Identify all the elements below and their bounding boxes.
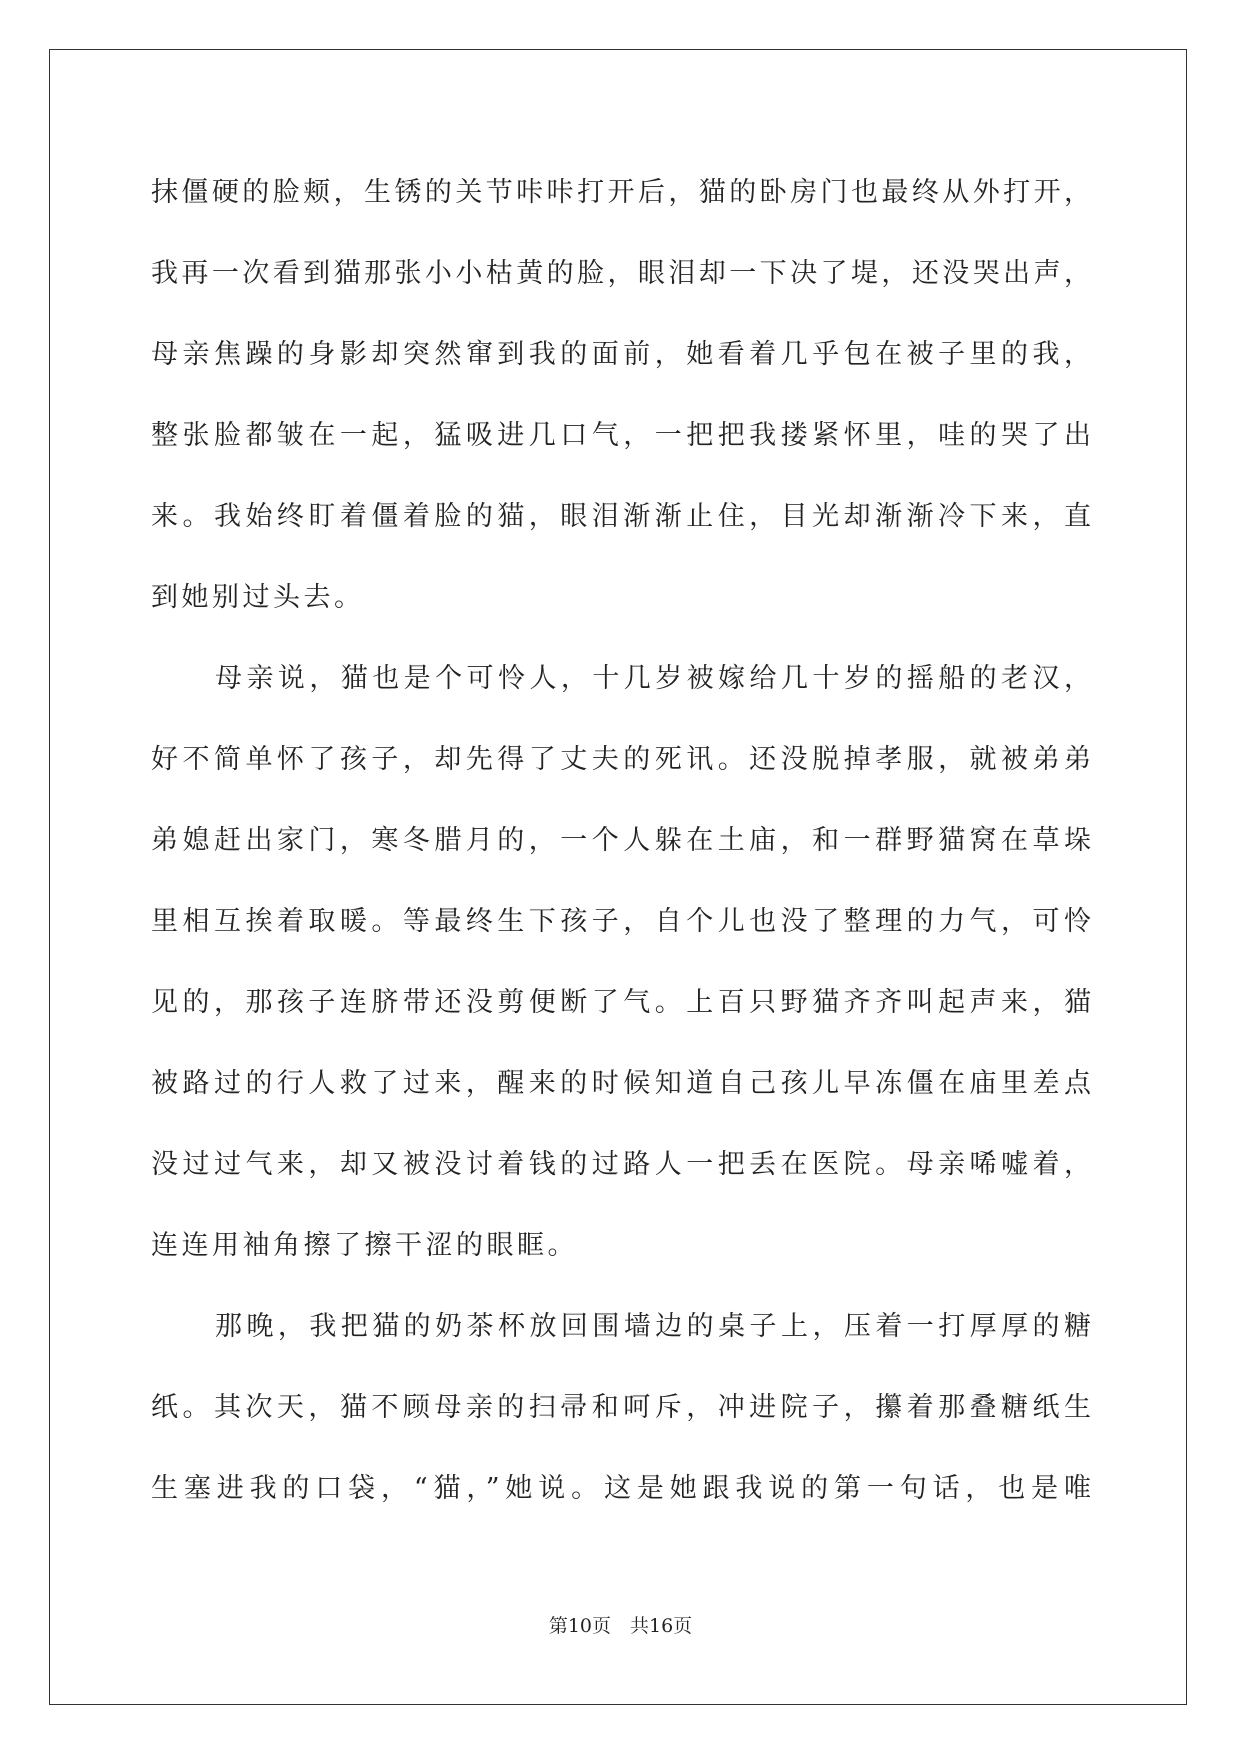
page-number-footer: 第10页 共16页 (548, 1615, 693, 1637)
body-line: 到她别过头去。 (151, 582, 365, 613)
body-line: 弟媳赶出家门，寒冬腊月的，一个人躲在土庙，和一群野猫窝在草垛 (151, 825, 1091, 856)
body-line: 抹僵硬的脸颊，生锈的关节咔咔打开后，猫的卧房门也最终从外打开， (151, 177, 1091, 208)
body-line: 好不简单怀了孩子，却先得了丈夫的死讯。还没脱掉孝服，就被弟弟 (151, 744, 1091, 775)
paragraph-first-line: 母亲说，猫也是个可怜人，十几岁被嫁给几十岁的摇船的老汉， (215, 663, 1091, 694)
body-line: 里相互挨着取暖。等最终生下孩子，自个儿也没了整理的力气，可怜 (151, 906, 1091, 937)
body-line: 生塞进我的口袋，“猫，”她说。这是她跟我说的第一句话，也是唯 (151, 1473, 1091, 1504)
body-line: 连连用袖角擦了擦干涩的眼眶。 (151, 1230, 578, 1261)
body-line: 被路过的行人救了过来，醒来的时候知道自己孩儿早冻僵在庙里差点 (151, 1068, 1091, 1099)
body-line: 母亲焦躁的身影却突然窜到我的面前，她看着几乎包在被子里的我， (151, 339, 1091, 370)
body-line: 整张脸都皱在一起，猛吸进几口气，一把把我搂紧怀里，哇的哭了出 (151, 420, 1091, 451)
paragraph-first-line: 那晚，我把猫的奶茶杯放回围墙边的桌子上，压着一打厚厚的糖 (215, 1311, 1091, 1342)
body-line: 见的，那孩子连脐带还没剪便断了气。上百只野猫齐齐叫起声来，猫 (151, 987, 1091, 1018)
body-line: 我再一次看到猫那张小小枯黄的脸，眼泪却一下决了堤，还没哭出声， (151, 258, 1091, 289)
body-line: 没过过气来，却又被没讨着钱的过路人一把丢在医院。母亲唏嘘着， (151, 1149, 1091, 1180)
body-line: 来。我始终盯着僵着脸的猫，眼泪渐渐止住，目光却渐渐冷下来，直 (151, 501, 1091, 532)
body-line: 纸。其次天，猫不顾母亲的扫帚和呵斥，冲进院子，攥着那叠糖纸生 (151, 1392, 1091, 1423)
document-body (151, 160, 1091, 1537)
